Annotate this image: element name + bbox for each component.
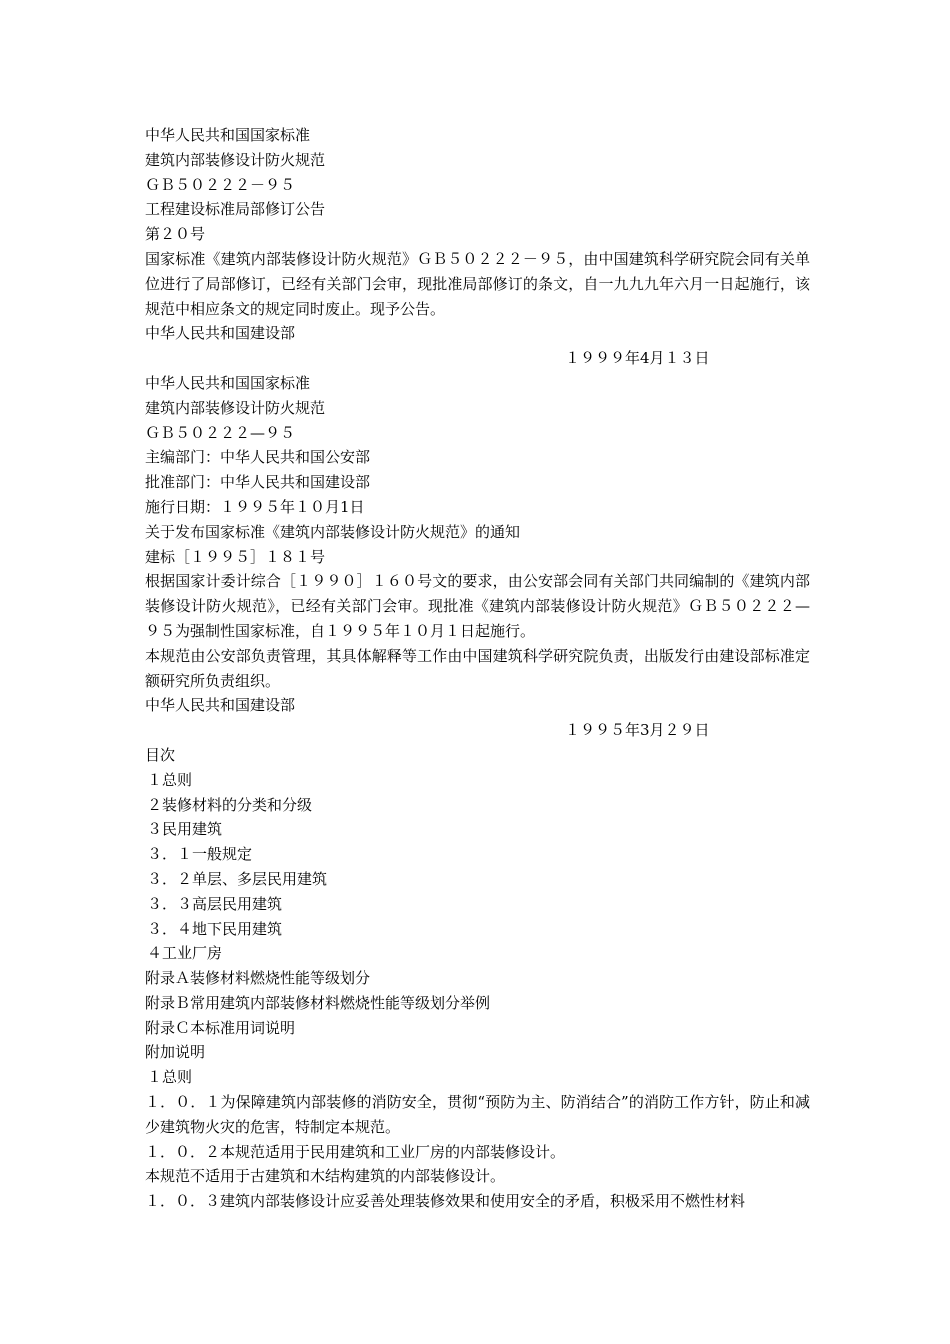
clause-1-0-2: １．０．２本规范适用于民用建筑和工业厂房的内部装修设计。 [145, 1142, 566, 1161]
toc-title: 目次 [145, 745, 176, 764]
announce-body-2: 本规范由公安部负责管理，其具体解释等工作由中国建筑科学研究院负责，出版发行由建设部标准定额研究所负责组织。 [145, 646, 810, 690]
standard-issuer: 中华人民共和国建设部 [145, 696, 296, 715]
clause-1-0-1: １．０．１为保障建筑内部装修的消防安全，贯彻“预防为主、防消结合”的消防工作方针，防止和减少建筑物火灾的危害，特制定本规范。 [145, 1093, 810, 1136]
announce-body-1: 根据国家计委计综合［１９９０］１６０号文的要求，由公安部会同有关部门共同编制的《建筑内部装修设计防火规范》，已经有关部门会审。现批准《建筑内部装修设计防火规范》ＧＢ５０２２２—９５为强制性国家标准，自１９９５年１０月１日起施行。 [145, 572, 810, 640]
clause-1-0-3: １．０．３建筑内部装修设计应妥善处理装修效果和使用安全的矛盾，积极采用不燃性材料 [145, 1192, 746, 1211]
notice-body: 国家标准《建筑内部装修设计防火规范》ＧＢ５０２２２－９５，由中国建筑科学研究院会同有关单位进行了局部修订，已经有关部门会审，现批准局部修订的条文，自一九九九年六月一日起施行，该规范中相应条文的规定同时废止。现予公告。 [145, 249, 810, 318]
notice-number: 第２０号 [145, 225, 206, 244]
toc-item: ３．２单层、多层民用建筑 [147, 869, 328, 888]
standard-effective-date: 施行日期：１９９５年１０月1日 [145, 497, 365, 516]
toc-item: ２装修材料的分类和分级 [147, 795, 313, 814]
chapter-1-title: １总则 [147, 1068, 193, 1087]
notice-code: ＧＢ５０２２２－９５ [145, 175, 296, 194]
toc-item: 附录Ｂ常用建筑内部装修材料燃烧性能等级划分举例 [145, 993, 491, 1012]
toc-item: ３．４地下民用建筑 [147, 919, 283, 938]
toc-item: 附加说明 [145, 1043, 206, 1062]
clause-1-0-2-note: 本规范不适用于古建筑和木结构建筑的内部装修设计。 [145, 1167, 506, 1186]
notice-issuer: 中华人民共和国建设部 [145, 324, 296, 343]
toc-item: ３．３高层民用建筑 [147, 894, 283, 913]
toc-item: １总则 [147, 770, 193, 789]
document-page [145, 123, 810, 1214]
standard-editor: 主编部门：中华人民共和国公安部 [145, 448, 371, 467]
standard-date: １９９５年3月２９日 [565, 721, 710, 740]
notice-header-1: 中华人民共和国国家标准 [145, 126, 311, 144]
toc-item: ３．１一般规定 [147, 845, 253, 864]
toc-item: ４工业厂房 [147, 944, 223, 963]
notice-title: 工程建设标准局部修订公告 [145, 200, 326, 219]
standard-header-1: 中华人民共和国国家标准 [145, 373, 311, 392]
standard-code: ＧＢ５０２２２—９５ [145, 423, 296, 442]
toc-item: 附录Ａ装修材料燃烧性能等级划分 [145, 969, 371, 988]
announce-title: 关于发布国家标准《建筑内部装修设计防火规范》的通知 [145, 522, 521, 541]
toc-item: 附录Ｃ本标准用词说明 [145, 1018, 296, 1037]
standard-approver: 批准部门：中华人民共和国建设部 [145, 473, 371, 492]
notice-header-2: 建筑内部装修设计防火规范 [145, 150, 326, 169]
toc-item: ３民用建筑 [147, 820, 223, 839]
notice-date: １９９９年4月１３日 [565, 349, 710, 368]
standard-header-2: 建筑内部装修设计防火规范 [145, 398, 326, 417]
announce-number: 建标［１９９５］１８１号 [145, 547, 326, 566]
